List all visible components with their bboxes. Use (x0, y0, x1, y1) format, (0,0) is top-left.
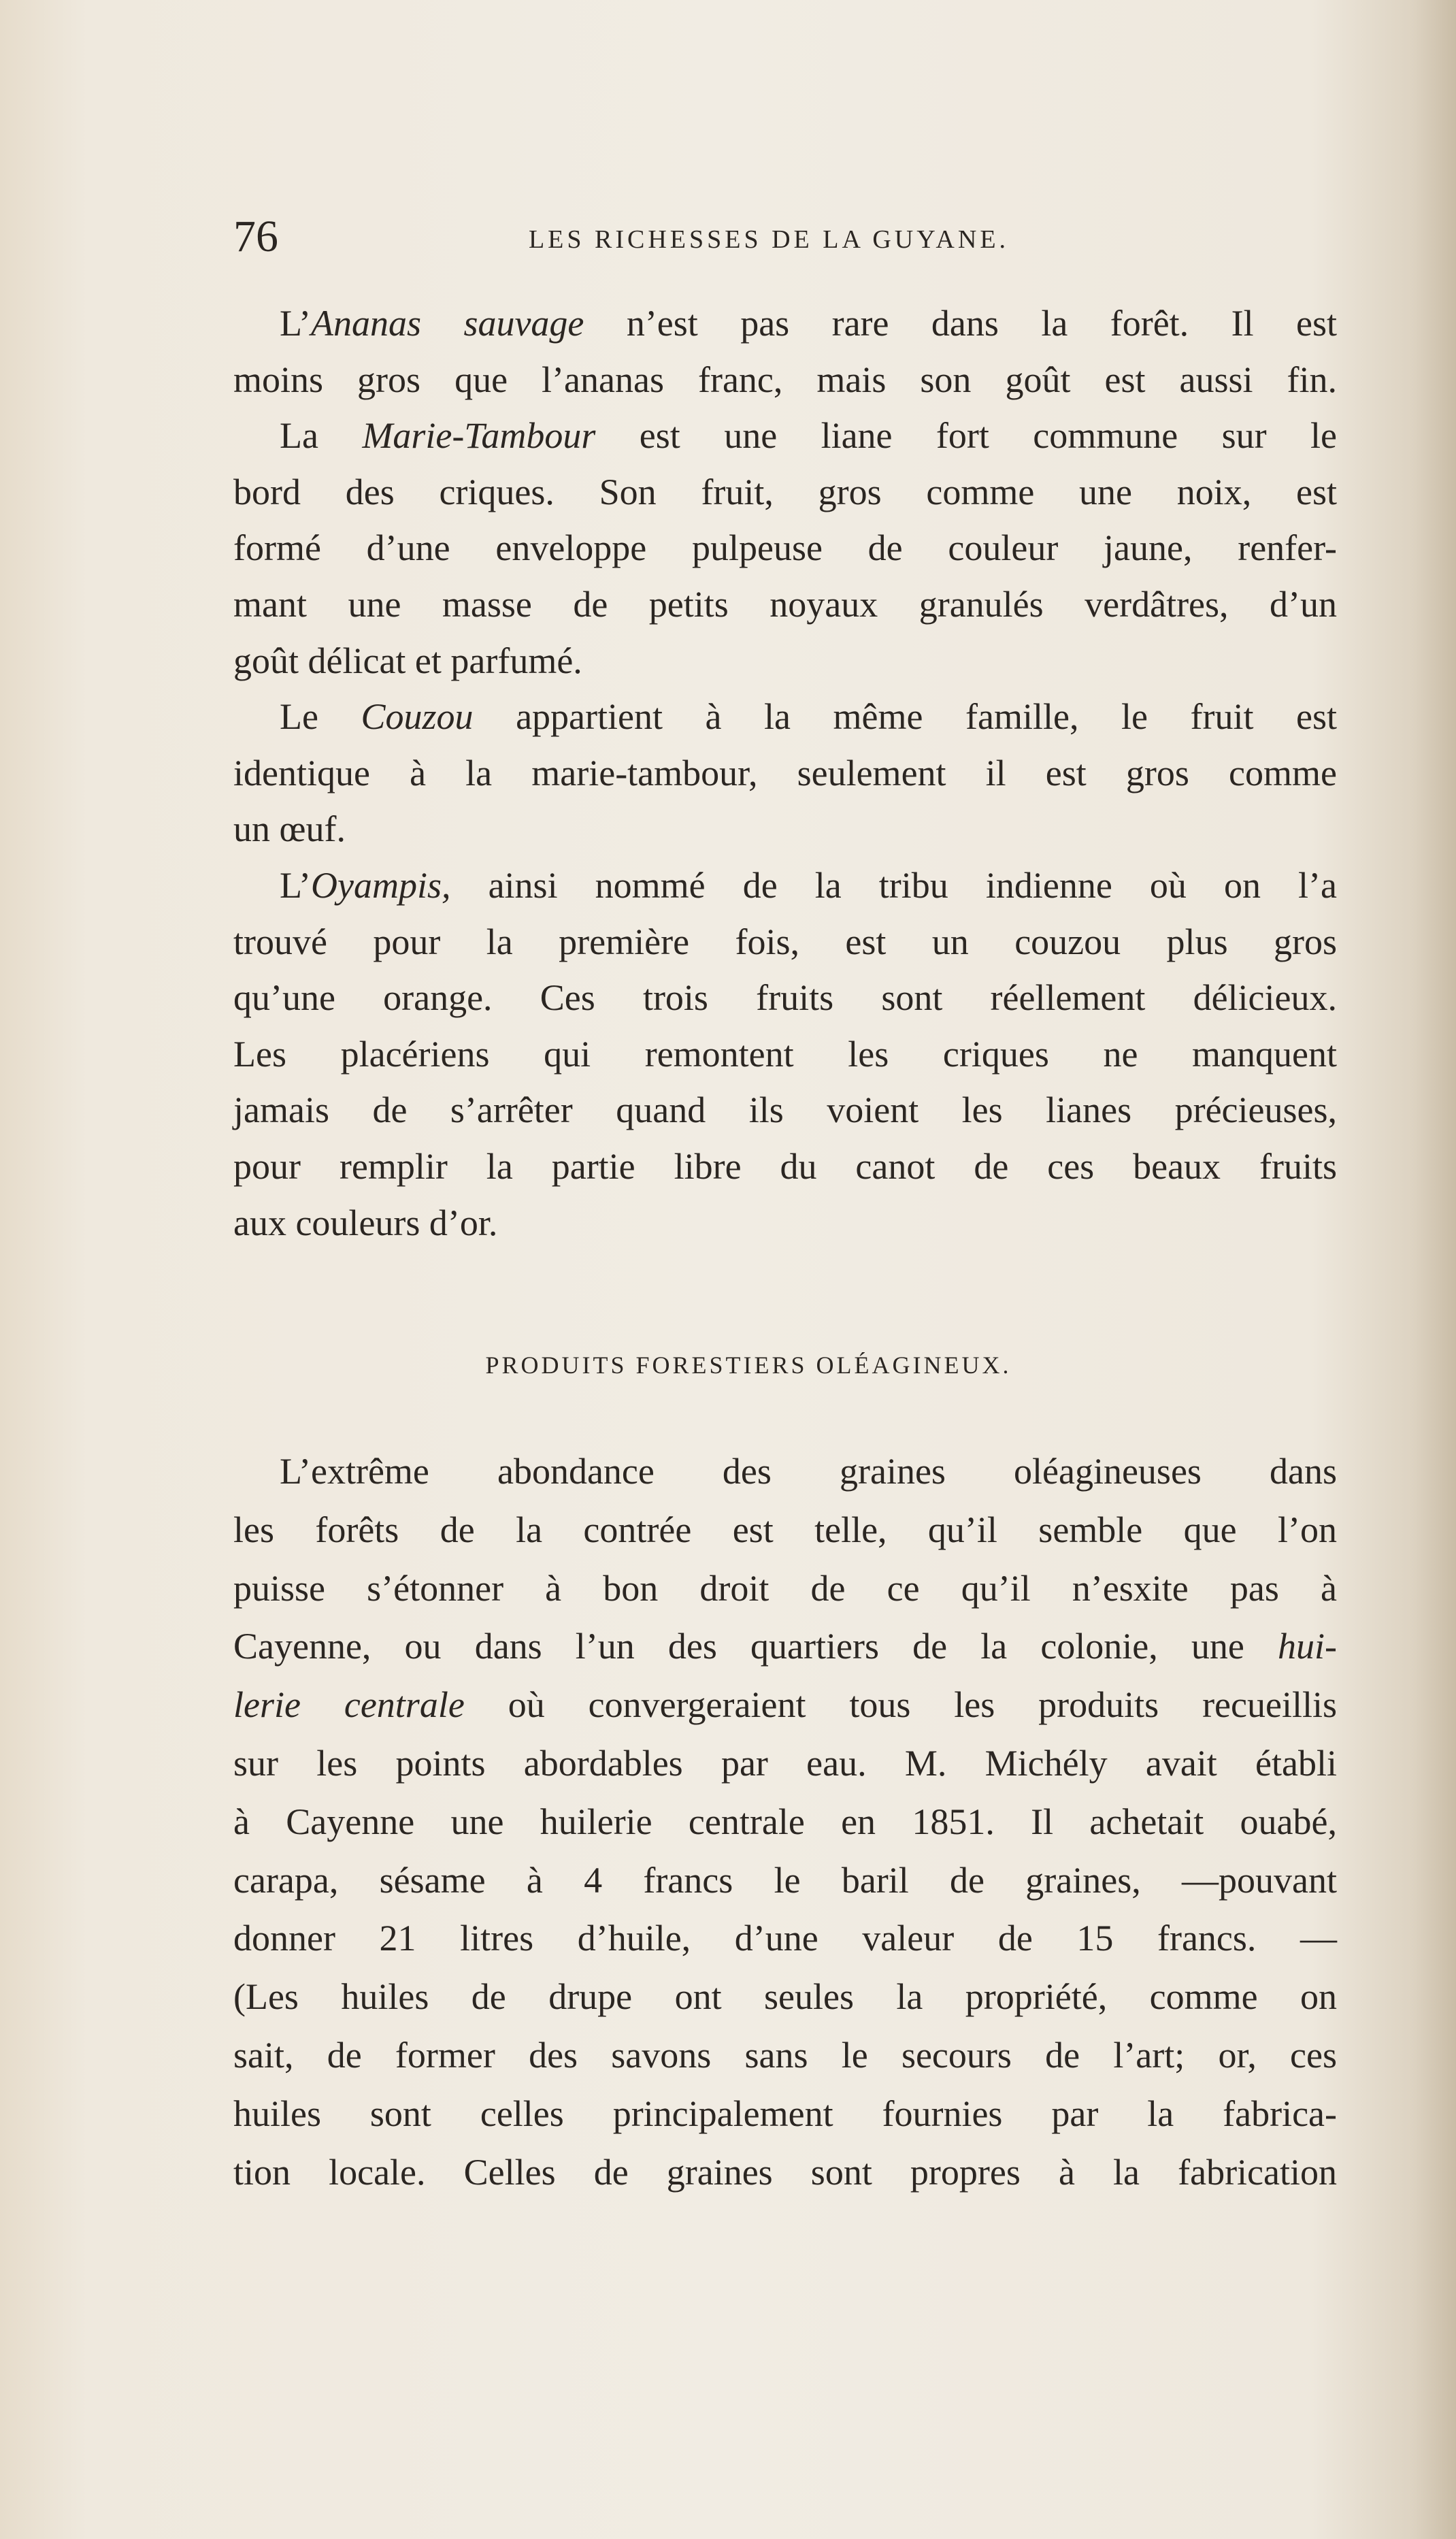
text-line (233, 2148, 1337, 2196)
text-line (233, 412, 1337, 459)
italic-term: Ananas sauvage (311, 303, 584, 344)
text-segment: sait, de former des savons sans le secours de l’art; or, ces (233, 2035, 1337, 2076)
text-segment: huiles sont celles principalement fournies par la fabrica- (233, 2093, 1337, 2134)
text-segment: puisse s’étonner à bon droit de ce qu’il n’esxite pas à (233, 1567, 1337, 1609)
text-line (233, 1622, 1337, 1670)
text-line (233, 1681, 1337, 1729)
text-segment: où convergeraient tous les produits recueillis (464, 1684, 1337, 1726)
text-segment: jamais de s’arrêter quand ils voient les lianes précieuses, (233, 1090, 1337, 1131)
text-segment: (Les huiles de drupe ont seules la propriété, comme on (233, 1976, 1337, 2018)
text-segment: à Cayenne une huilerie centrale en 1851. Il achetait ouabé, (233, 1801, 1337, 1842)
text-line (233, 356, 1337, 404)
text-line (233, 299, 1337, 347)
text-line (233, 1199, 1337, 1247)
text-segment: n’est pas rare dans la forêt. Il est (584, 303, 1337, 344)
text-segment: Les placériens qui remontent les criques ne manquent (233, 1033, 1337, 1075)
text-line (233, 862, 1337, 909)
text-segment: carapa, sésame à 4 francs le baril de graines, —pouvant (233, 1859, 1337, 1901)
text-line (233, 1506, 1337, 1554)
text-segment: trouvé pour la première fois, est un couzou plus gros (233, 921, 1337, 962)
text-segment: appartient à la même famille, le fruit est (473, 696, 1337, 738)
text-line (233, 974, 1337, 1021)
text-segment: les forêts de la contrée est telle, qu’il semble que l’on (233, 1509, 1337, 1550)
text-segment: ainsi nommé de la tribu indienne où on l’a (450, 865, 1337, 906)
text-line (233, 1914, 1337, 1962)
text-segment: mant une masse de petits noyaux granulés verdâtres, d’un (233, 584, 1337, 625)
text-segment: L’ (280, 303, 312, 344)
text-segment: La (280, 415, 363, 457)
text-line (233, 468, 1337, 516)
text-segment: sur les points abordables par eau. M. Michély avait établi (233, 1743, 1337, 1784)
text-segment: qu’une orange. Ces trois fruits sont réellement délicieux. (233, 977, 1337, 1019)
text-segment: donner 21 litres d’huile, d’une valeur de 15 francs. — (233, 1918, 1337, 1959)
text-line (233, 1973, 1337, 2020)
text-segment: est une liane fort commune sur le (595, 415, 1337, 457)
text-segment: L’ (280, 865, 312, 906)
text-segment: formé d’une enveloppe pulpeuse de couleur jaune, renfer- (233, 527, 1337, 569)
text-line (233, 637, 1337, 685)
text-segment: goût délicat et parfumé. (233, 640, 582, 681)
text-segment: pour remplir la partie libre du canot de ces beaux fruits (233, 1146, 1337, 1187)
text-line (233, 1447, 1337, 1495)
text-segment: bord des criques. Son fruit, gros comme une noix, est (233, 471, 1337, 512)
italic-term: Couzou (361, 696, 474, 738)
text-line (233, 1798, 1337, 1846)
italic-term: Marie-Tambour (362, 415, 596, 457)
section-heading: PRODUITS FORESTIERS OLÉAGINEUX. (485, 1352, 1012, 1379)
text-segment: identique à la marie-tambour, seulement il est gros comme (233, 752, 1337, 793)
text-line (233, 1143, 1337, 1190)
text-segment: Cayenne, ou dans l’un des quartiers de la colonie, une (233, 1626, 1278, 1667)
text-line (233, 749, 1337, 797)
text-line (233, 1030, 1337, 1078)
text-segment: L’extrême abondance des graines oléagineuses dans (280, 1451, 1337, 1492)
text-line (233, 693, 1337, 740)
text-line (233, 580, 1337, 628)
text-line (233, 2090, 1337, 2137)
text-line (233, 1565, 1337, 1612)
text-line (233, 1856, 1337, 1904)
text-line (233, 2031, 1337, 2079)
running-title: LES RICHESSES DE LA GUYANE. (528, 225, 1010, 254)
text-line (233, 524, 1337, 572)
italic-term: Oyampis, (311, 865, 451, 906)
text-line (233, 918, 1337, 966)
italic-term: hui- (1278, 1626, 1337, 1667)
text-segment: un œuf. (233, 808, 346, 850)
text-segment: Le (280, 696, 361, 738)
text-segment: aux couleurs d’or. (233, 1202, 498, 1243)
text-line (233, 1739, 1337, 1787)
text-segment: moins gros que l’ananas franc, mais son goût est aussi fin. (233, 359, 1337, 400)
text-line (233, 805, 1337, 853)
page-number: 76 (233, 212, 278, 261)
italic-term: lerie centrale (233, 1684, 465, 1726)
text-segment: tion locale. Celles de graines sont propres à la fabrication (233, 2151, 1337, 2193)
text-line (233, 1086, 1337, 1134)
